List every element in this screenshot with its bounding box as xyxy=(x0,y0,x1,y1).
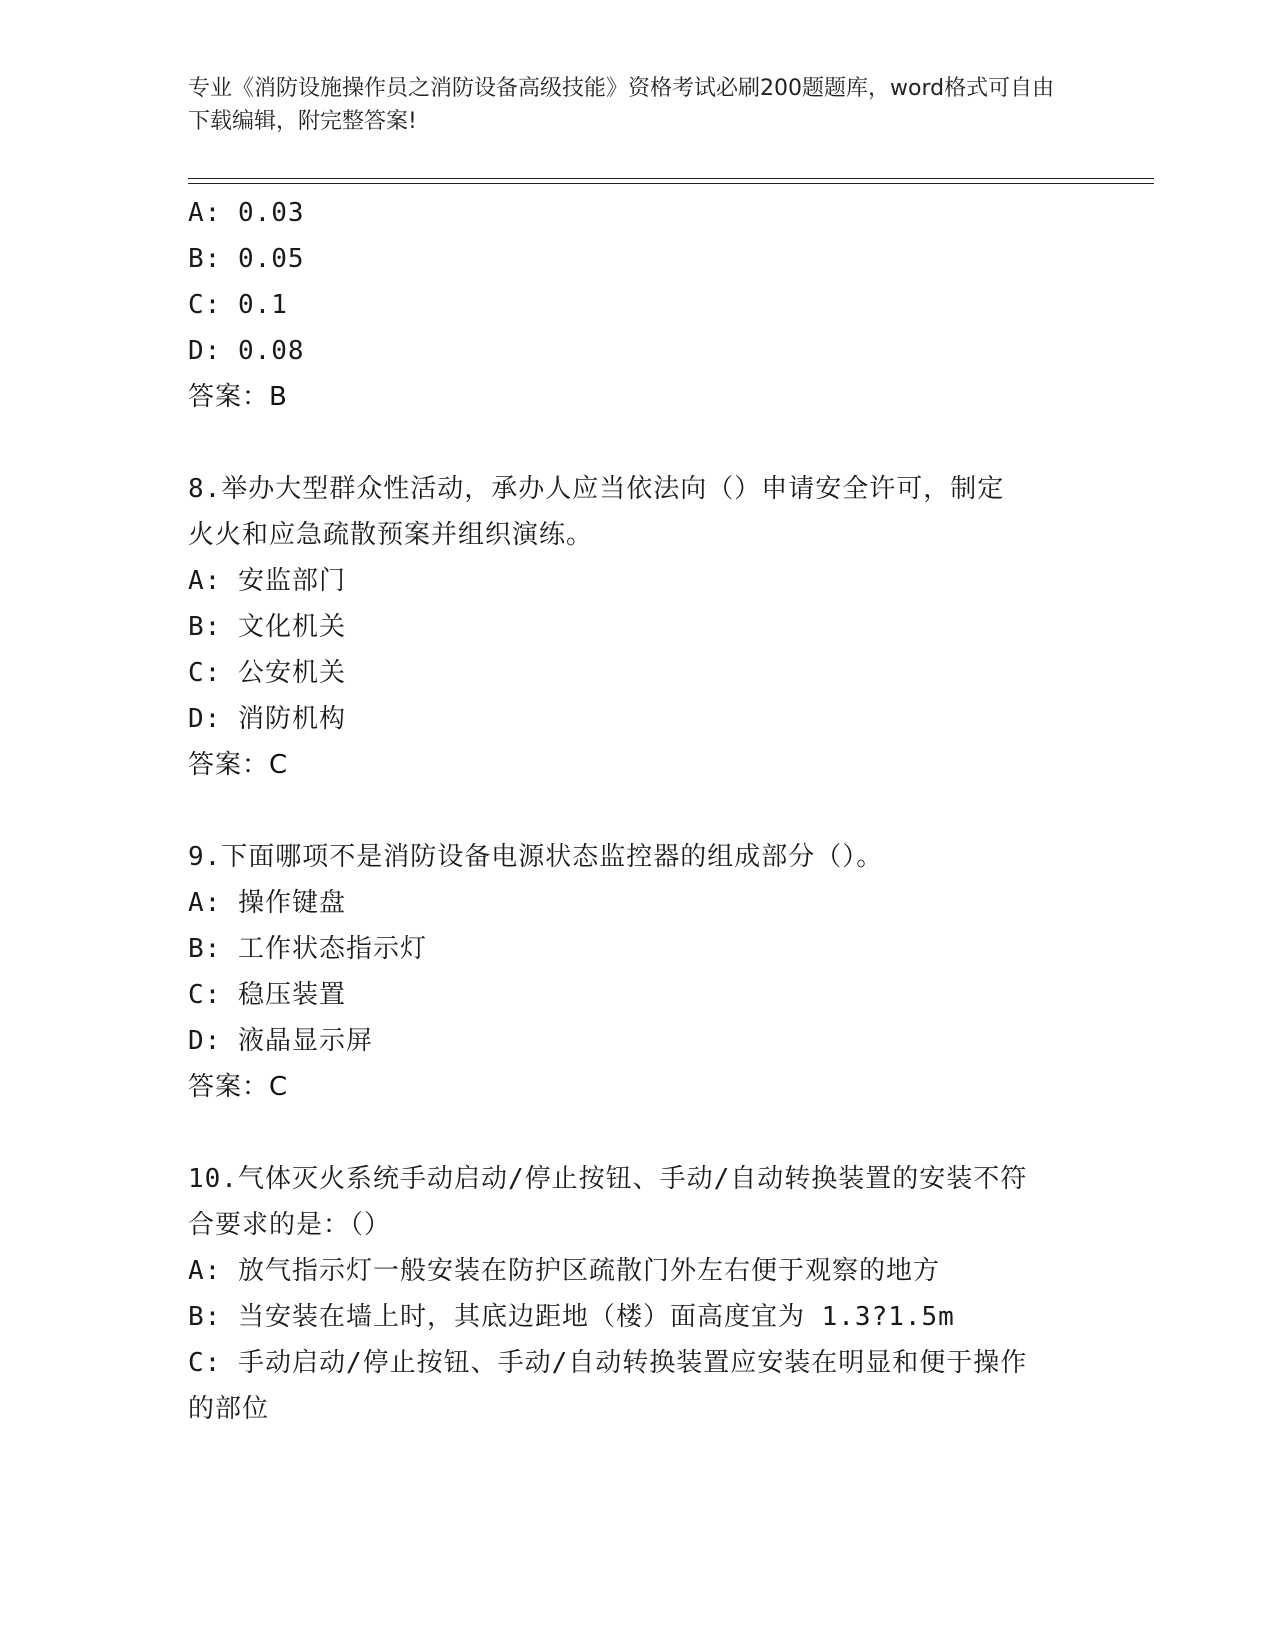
option-d: D: 液晶显示屏 xyxy=(188,1026,373,1056)
option-c: C: 稳压装置 xyxy=(188,980,346,1010)
option-b: B: 0.05 xyxy=(188,244,305,274)
option-b: B: 工作状态指示灯 xyxy=(188,934,427,964)
document-header: 专业《消防设施操作员之消防设备高级技能》资格考试必刷200题题库，word格式可自由下载编辑，附完整答案! xyxy=(188,76,1055,134)
question-8 xyxy=(188,466,1088,788)
previous-question xyxy=(188,190,1088,420)
option-b: B: 当安装在墙上时，其底边距地（楼）面高度宜为 1.3?1.5m xyxy=(188,1302,955,1332)
option-c: C: 手动启动/停止按钮、手动/自动转换装置应安装在明显和便于操作 xyxy=(188,1348,1028,1378)
question-text-line-1: 9.下面哪项不是消防设备电源状态监控器的组成部分（）。 xyxy=(188,842,884,872)
question-text-line-2: 合要求的是：（） xyxy=(188,1210,392,1240)
question-text-line-1: 8.举办大型群众性活动，承办人应当依法向（）申请安全许可，制定 xyxy=(188,474,1005,504)
answer-line: 答案：C xyxy=(188,750,289,780)
question-text-line-2: 火火和应急疏散预案并组织演练。 xyxy=(188,520,594,550)
answer-line: 答案：C xyxy=(188,1072,289,1102)
question-list xyxy=(188,190,1088,1432)
question-text-line-1: 10.气体灭火系统手动启动/停止按钮、手动/自动转换装置的安装不符 xyxy=(188,1164,1028,1194)
option-a: A: 0.03 xyxy=(188,198,305,228)
option-a: A: 放气指示灯一般安装在防护区疏散门外左右便于观察的地方 xyxy=(188,1256,940,1286)
option-d: D: 消防机构 xyxy=(188,704,346,734)
question-9 xyxy=(188,834,1088,1110)
option-a: A: 操作键盘 xyxy=(188,888,346,918)
header-rule-bottom xyxy=(188,183,1154,184)
option-b: B: 文化机关 xyxy=(188,612,346,642)
option-c: C: 公安机关 xyxy=(188,658,346,688)
header-rule-top xyxy=(188,178,1154,179)
option-d: D: 0.08 xyxy=(188,336,305,366)
question-10 xyxy=(188,1156,1088,1432)
answer-line: 答案：B xyxy=(188,382,288,412)
option-c-continuation: 的部位 xyxy=(188,1394,270,1424)
option-c: C: 0.1 xyxy=(188,290,288,320)
option-a: A: 安监部门 xyxy=(188,566,346,596)
